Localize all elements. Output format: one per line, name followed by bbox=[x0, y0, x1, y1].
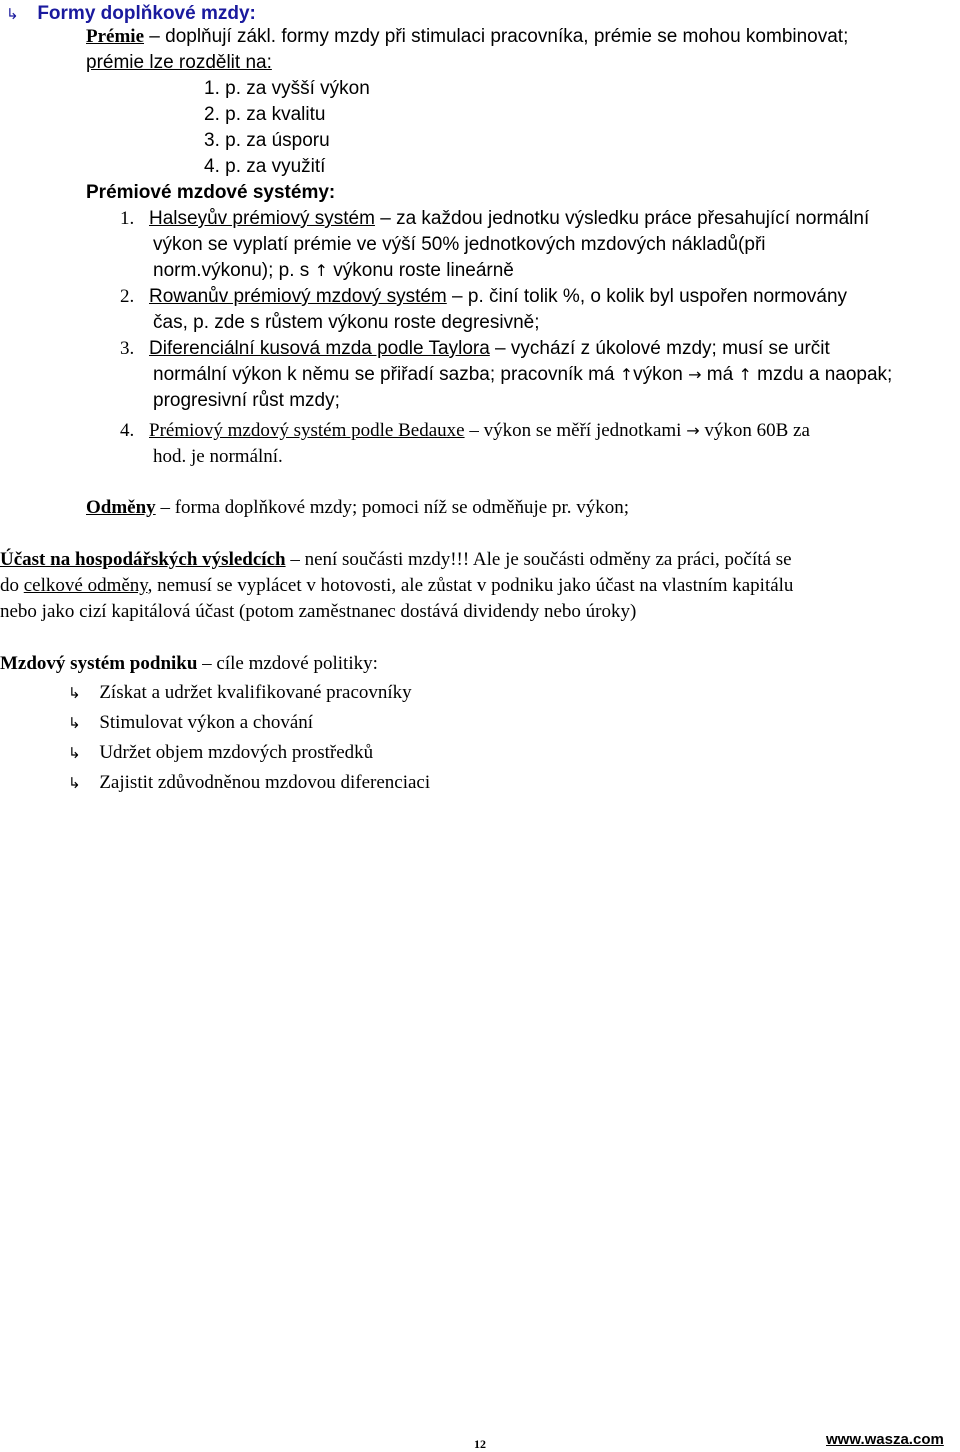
page-number: 12 bbox=[474, 1437, 486, 1451]
system-1-line-2: výkon se vyplatí prémie ve výší 50% jednotkových mzdových nákladů(při bbox=[153, 234, 766, 255]
website-link[interactable]: www.wasza.com bbox=[826, 1431, 944, 1448]
system-3-line-2 bbox=[153, 363, 892, 387]
system-3-line-3: progresivní růst mzdy; bbox=[153, 390, 340, 411]
system-4-name: Prémiový mzdový systém podle Bedauxe bbox=[149, 420, 465, 441]
premie-item: 1. p. za vyšší výkon bbox=[204, 78, 370, 99]
premie-item: 4. p. za využití bbox=[204, 156, 326, 177]
ucast-text: – není součásti mzdy!!! Ale je součásti odměny za práci, počítá se bbox=[285, 549, 792, 570]
goal-item bbox=[68, 681, 412, 705]
section-title: Formy doplňkové mzdy: bbox=[37, 3, 256, 24]
goal-item bbox=[68, 711, 313, 735]
ucast-line-1 bbox=[0, 548, 792, 572]
system-3-text-c: má bbox=[701, 364, 739, 385]
arrow-bullet-icon: ↳ bbox=[68, 744, 81, 762]
up-arrow-icon: ↑ bbox=[314, 261, 328, 280]
system-num: 4. bbox=[120, 420, 135, 441]
ucast-term: Účast na hospodářských výsledcích bbox=[0, 549, 286, 570]
goal-text: Získat a udržet kvalifikované pracovníky bbox=[99, 682, 412, 703]
system-4-text-a: – výkon se měří jednotkami bbox=[464, 420, 687, 441]
up-arrow-icon: ↑ bbox=[619, 365, 634, 384]
system-4-line-2: hod. je normální. bbox=[153, 446, 283, 467]
system-1-text-a: norm.výkonu); p. s bbox=[153, 260, 315, 281]
system-3-line-1 bbox=[120, 337, 830, 361]
arrow-bullet-icon: ↳ bbox=[68, 684, 81, 702]
ucast-line-2 bbox=[0, 574, 793, 598]
premie-term: Prémie bbox=[86, 26, 145, 47]
system-3-text: – vychází z úkolové mzdy; musí se určit bbox=[489, 338, 830, 359]
arrow-bullet-icon: ↳ bbox=[6, 5, 19, 23]
system-3-text-d: mzdu a naopak; bbox=[751, 364, 893, 385]
system-num: 1. bbox=[120, 208, 135, 229]
system-2-text: – p. činí tolik %, o kolik byl uspořen normovány bbox=[446, 286, 848, 307]
system-1-text-b: výkonu roste lineárně bbox=[327, 260, 514, 281]
system-1-line-1 bbox=[120, 207, 869, 231]
system-1-line-3 bbox=[153, 259, 514, 283]
goal-text: Zajistit zdůvodněnou mzdovou diferenciaci bbox=[99, 772, 431, 793]
system-num: 3. bbox=[120, 338, 135, 359]
goal-item bbox=[68, 741, 373, 765]
right-arrow-icon: → bbox=[688, 365, 702, 384]
right-arrow-icon: → bbox=[686, 421, 700, 440]
premie-line-1 bbox=[86, 25, 848, 49]
system-2-name: Rowanův prémiový mzdový systém bbox=[149, 286, 447, 307]
premie-text: – doplňují zákl. formy mzdy při stimulaci pracovníka, prémie se mohou kombinovat; bbox=[144, 26, 849, 47]
premie-item: 3. p. za úsporu bbox=[204, 130, 330, 151]
ucast-text-b: , nemusí se vyplácet v hotovosti, ale zůstat v podniku jako účast na vlastním kapitálu bbox=[147, 575, 794, 596]
system-1-name: Halseyův prémiový systém bbox=[149, 208, 375, 229]
system-3-text-a: normální výkon k němu se přiřadí sazba; pracovník má bbox=[153, 364, 620, 385]
goal-text: Stimulovat výkon a chování bbox=[99, 712, 314, 733]
premie-line-2: prémie lze rozdělit na: bbox=[86, 52, 272, 73]
goal-text: Udržet objem mzdových prostředků bbox=[99, 742, 374, 763]
arrow-bullet-icon: ↳ bbox=[68, 774, 81, 792]
system-3-name: Diferenciální kusová mzda podle Taylora bbox=[149, 338, 490, 359]
system-4-text-b: výkon 60B za bbox=[699, 420, 810, 441]
up-arrow-icon: ↑ bbox=[738, 365, 752, 384]
odmeny-text: – forma doplňkové mzdy; pomoci níž se odměňuje pr. výkon; bbox=[155, 497, 630, 518]
system-1-text: – za každou jednotku výsledku práce přesahující normální bbox=[374, 208, 870, 229]
section-heading bbox=[6, 2, 256, 26]
systems-heading: Prémiové mzdové systémy: bbox=[86, 182, 336, 203]
ucast-line-3: nebo jako cizí kapitálová účast (potom zaměstnanec dostává dividendy nebo úroky) bbox=[0, 601, 637, 622]
mzdovy-term: Mzdový systém podniku bbox=[0, 653, 198, 674]
mzdovy-line bbox=[0, 652, 378, 676]
odmeny-term: Odměny bbox=[86, 497, 156, 518]
premie-item: 2. p. za kvalitu bbox=[204, 104, 326, 125]
arrow-bullet-icon: ↳ bbox=[68, 714, 81, 732]
mzdovy-text: – cíle mzdové politiky: bbox=[197, 653, 378, 674]
odmeny-line bbox=[86, 496, 629, 520]
system-2-line-1 bbox=[120, 285, 847, 309]
system-num: 2. bbox=[120, 286, 135, 307]
ucast-text-a: do bbox=[0, 575, 24, 596]
system-2-line-2: čas, p. zde s růstem výkonu roste degresivně; bbox=[153, 312, 540, 333]
celkove-odmeny-link: celkové odměny bbox=[23, 575, 148, 596]
system-4-line-1 bbox=[120, 419, 810, 443]
goal-item bbox=[68, 771, 430, 795]
system-3-text-b: výkon bbox=[633, 364, 689, 385]
